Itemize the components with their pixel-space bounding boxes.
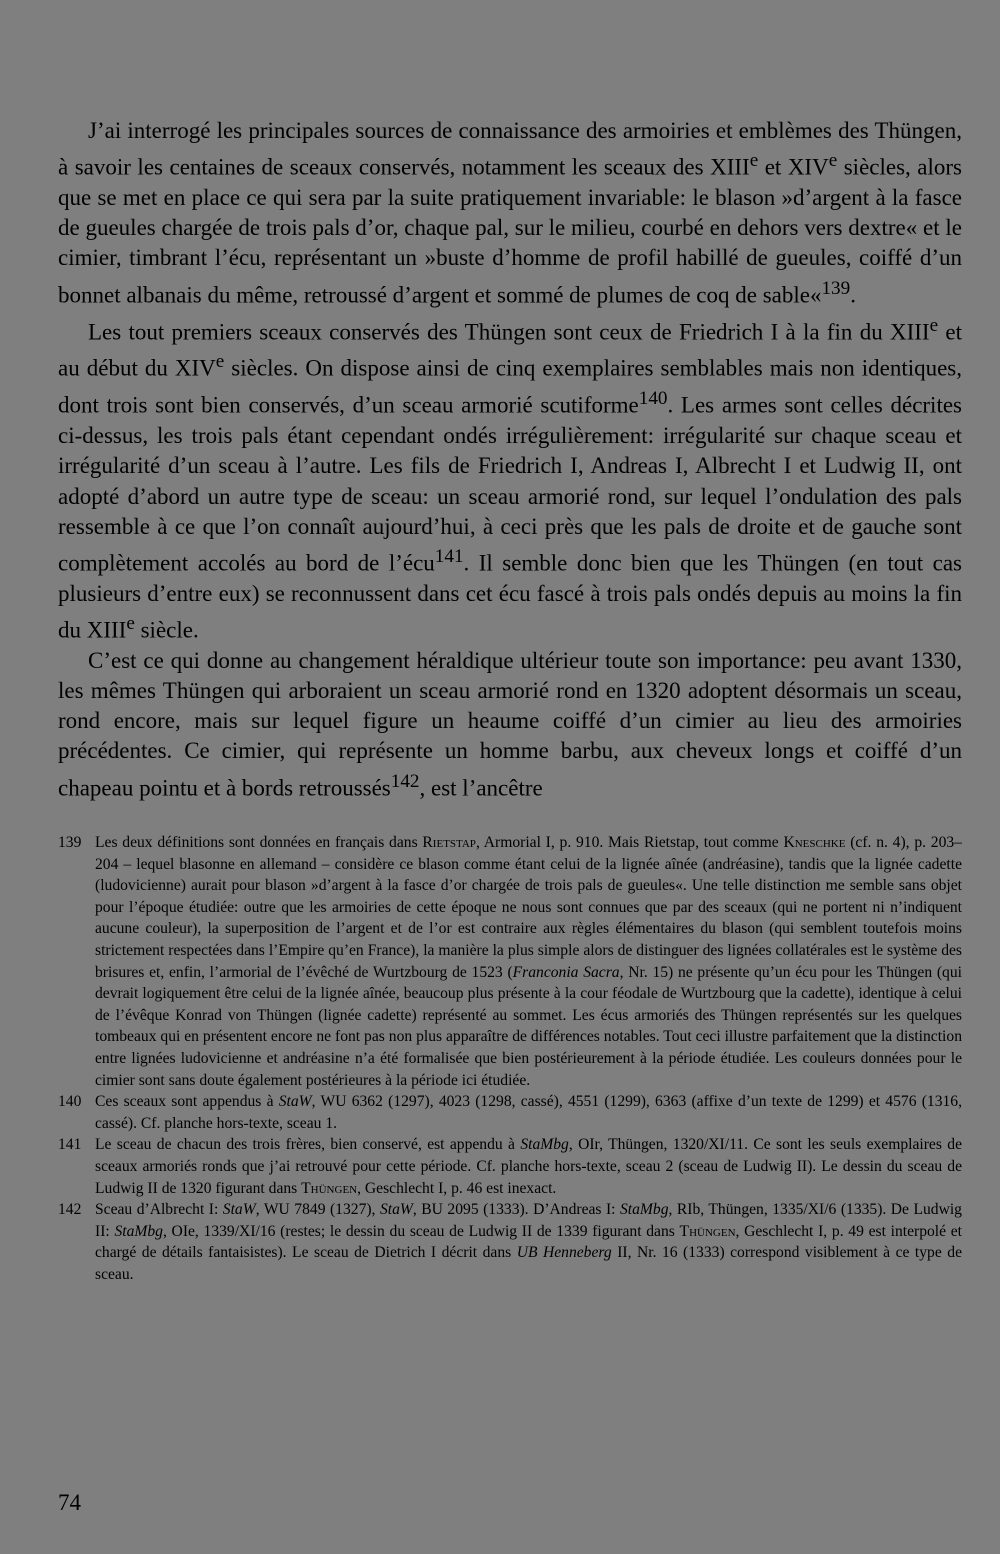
main-text <box>58 116 962 804</box>
footnote-number: 140 <box>58 1093 82 1111</box>
footnote-number: 142 <box>58 1201 82 1219</box>
footnote-140: 140 Ces sceaux sont appendus à StaW, WU 6362 (1297), 4023 (1298, cassé), 4551 (1299), 6363 (affixe d’un texte de 1299) et 4576 (1316, cassé). Cf. planche hors-texte, sceau 1. <box>58 1093 962 1132</box>
footnote-ref-141: 141 <box>434 545 464 567</box>
footnote-139: 139 Les deux définitions sont données en français dans Rietstap, Armorial I, p. 910. Mais Rietstap, tout comme Kneschke (cf. n. 4), p. 203–204 – lequel blasonne en allemand – considère ce blason comme étant celui de la lignée aînée (andréasine), tandis que la lignée cadette (ludovicienne) aurait pour blason »d’argent à la fasce d’or chargée de trois pals de gueules«. Une telle distinction me semble sans objet pour l’époque étudiée: outre que les armoiries de cette époque ne nous sont connues que par des sceaux (qui ne portent ni n’indiquent aucune couleur), la superposition de l’argent et de l’or est contraire aux règles élémentaires du blason (qui semblent toutefois moins strictement respectées dans l’Empire qu’en France), la manière la plus simple alors de distinguer des lignées collatérales est le système des brisures et, enfin, l’armorial de l’évêché de Wurtzbourg de 1523 (Franconia Sacra, Nr. 15) ne présente qu’un écu pour les Thüngen (qui devrait logiquement être celui de la lignée aînée, beaucoup plus présente à la cour féodale de Wurtzbourg que la cadette), identique à celui de l’évêque Konrad von Thüngen (lignée cadette) représenté au sommet. Les écus armoriés des Thüngen représentés sur les quelques tombeaux qui en présentent encore ne font pas non plus apparaître de différences notables. Tout ceci illustre parfaitement que la distinction entre lignées ludovicienne et andréasine n’a été formalisée que bien postérieurement à la période étudiée. Les couleurs données pour le cimier sont sans doute également postérieures à la période ici étudiée. <box>58 834 962 1089</box>
page-number: 74 <box>58 1490 81 1515</box>
superscript-e: e <box>929 314 939 336</box>
paragraph-3: C’est ce qui donne au changement héraldique ultérieur toute son importance: peu avant 1330, les mêmes Thüngen qui arboraient un sceau armorié rond en 1320 adoptent désormais un sceau, rond encore, mais sur lequel figure un heaume coiffé d’un cimier au lieu des armoiries précédentes. Ce cimier, qui représente un homme barbu, aux cheveux longs et coiffé d’un chapeau pointu et à bords retroussés$^{142}$, est l’ancêtre <box>58 647 962 801</box>
footnote-142: 142 Sceau d’Albrecht I: StaW, WU 7849 (1327), StaW, BU 2095 (1333). D’Andreas I: StaMbg, RIb, Thüngen, 1335/XI/6 (1335). De Ludwig II: StaMbg, OIe, 1339/XI/16 (restes; le dessin du sceau de Ludwig II de 1339 figurant dans Thüngen, Geschlecht I, p. 49 est interpolé et chargé de détails fantaisistes). Le sceau de Dietrich I décrit dans UB Henneberg II, Nr. 16 (1333) correspond visiblement à ce type de sceau. <box>58 1201 962 1283</box>
footnote-number: 141 <box>58 1136 82 1154</box>
superscript-e: e <box>126 612 135 634</box>
superscript-e: e <box>749 150 759 172</box>
footnote-ref-139: 139 <box>821 277 851 299</box>
superscript-e: e <box>215 351 225 373</box>
footnote-number: 139 <box>58 834 82 851</box>
paragraph-1: J’ai interrogé les principales sources de connaissance des armoiries et emblèmes des Thüngen, à savoir les centaines de sceaux conservés, notamment les sceaux des XIIIe et XIVe siècles, alors que se met en place ce qui sera par la suite pratiquement invariable: le blason »d’argent à la fasce de gueules chargée de trois pals d’or, chaque pal, sur le milieu, courbé en dehors vers dextre« et le cimier, timbrant l’écu, représentant un »buste d’homme de profil habillé de gueules, coiffé d’un bonnet albanais du même, retroussé d’argent et sommé de plumes de coq de sable«$^{139}$. <box>58 118 962 308</box>
superscript-e: e <box>828 150 838 172</box>
footnote-141: 141 Le sceau de chacun des trois frères, bien conservé, est appendu à StaMbg, OIr, Thüngen, 1320/XI/11. Ce sont les seuls exemplaires de sceaux armoriés ronds que j’ai retrouvé pour cette période. Cf. planche hors-texte, sceau 2 (sceau de Ludwig II). Le dessin du sceau de Ludwig II de 1320 figurant dans Thüngen, Geschlecht I, p. 46 est inexact. <box>58 1136 962 1197</box>
footnotes <box>58 832 962 1285</box>
footnote-ref-142: 142 <box>390 770 420 792</box>
footnote-ref-140: 140 <box>638 388 668 410</box>
paragraph-2: Les tout premiers sceaux conservés des Thüngen sont ceux de Friedrich I à la fin du XIIIe et au début du XIVe siècles. On dispose ainsi de cinq exemplaires semblables mais non identiques, dont trois sont bien conservés, d’un sceau armorié scutiforme$^{140}$. Les armes sont celles décrites ci-dessus, les trois pals étant cependant ondés irrégulièrement: irrégularité sur chaque sceau et irrégularité d’un sceau à l’autre. Les fils de Friedrich I, Andreas I, Albrecht I et Ludwig II, ont adopté d’abord un autre type de sceau: un sceau armorié rond, sur lequel l’ondulation des pals ressemble à ce que l’on connaît aujourd’hui, à ceci près que les pals de droite et de gauche sont complètement accolés au bord de l’écu$^{141}$. Il semble donc bien que les Thüngen (en tout cas plusieurs d’entre eux) se reconnussent dans cet écu fascé à trois pals ondés depuis au moins la fin du XIIIe siècle. <box>58 314 963 643</box>
